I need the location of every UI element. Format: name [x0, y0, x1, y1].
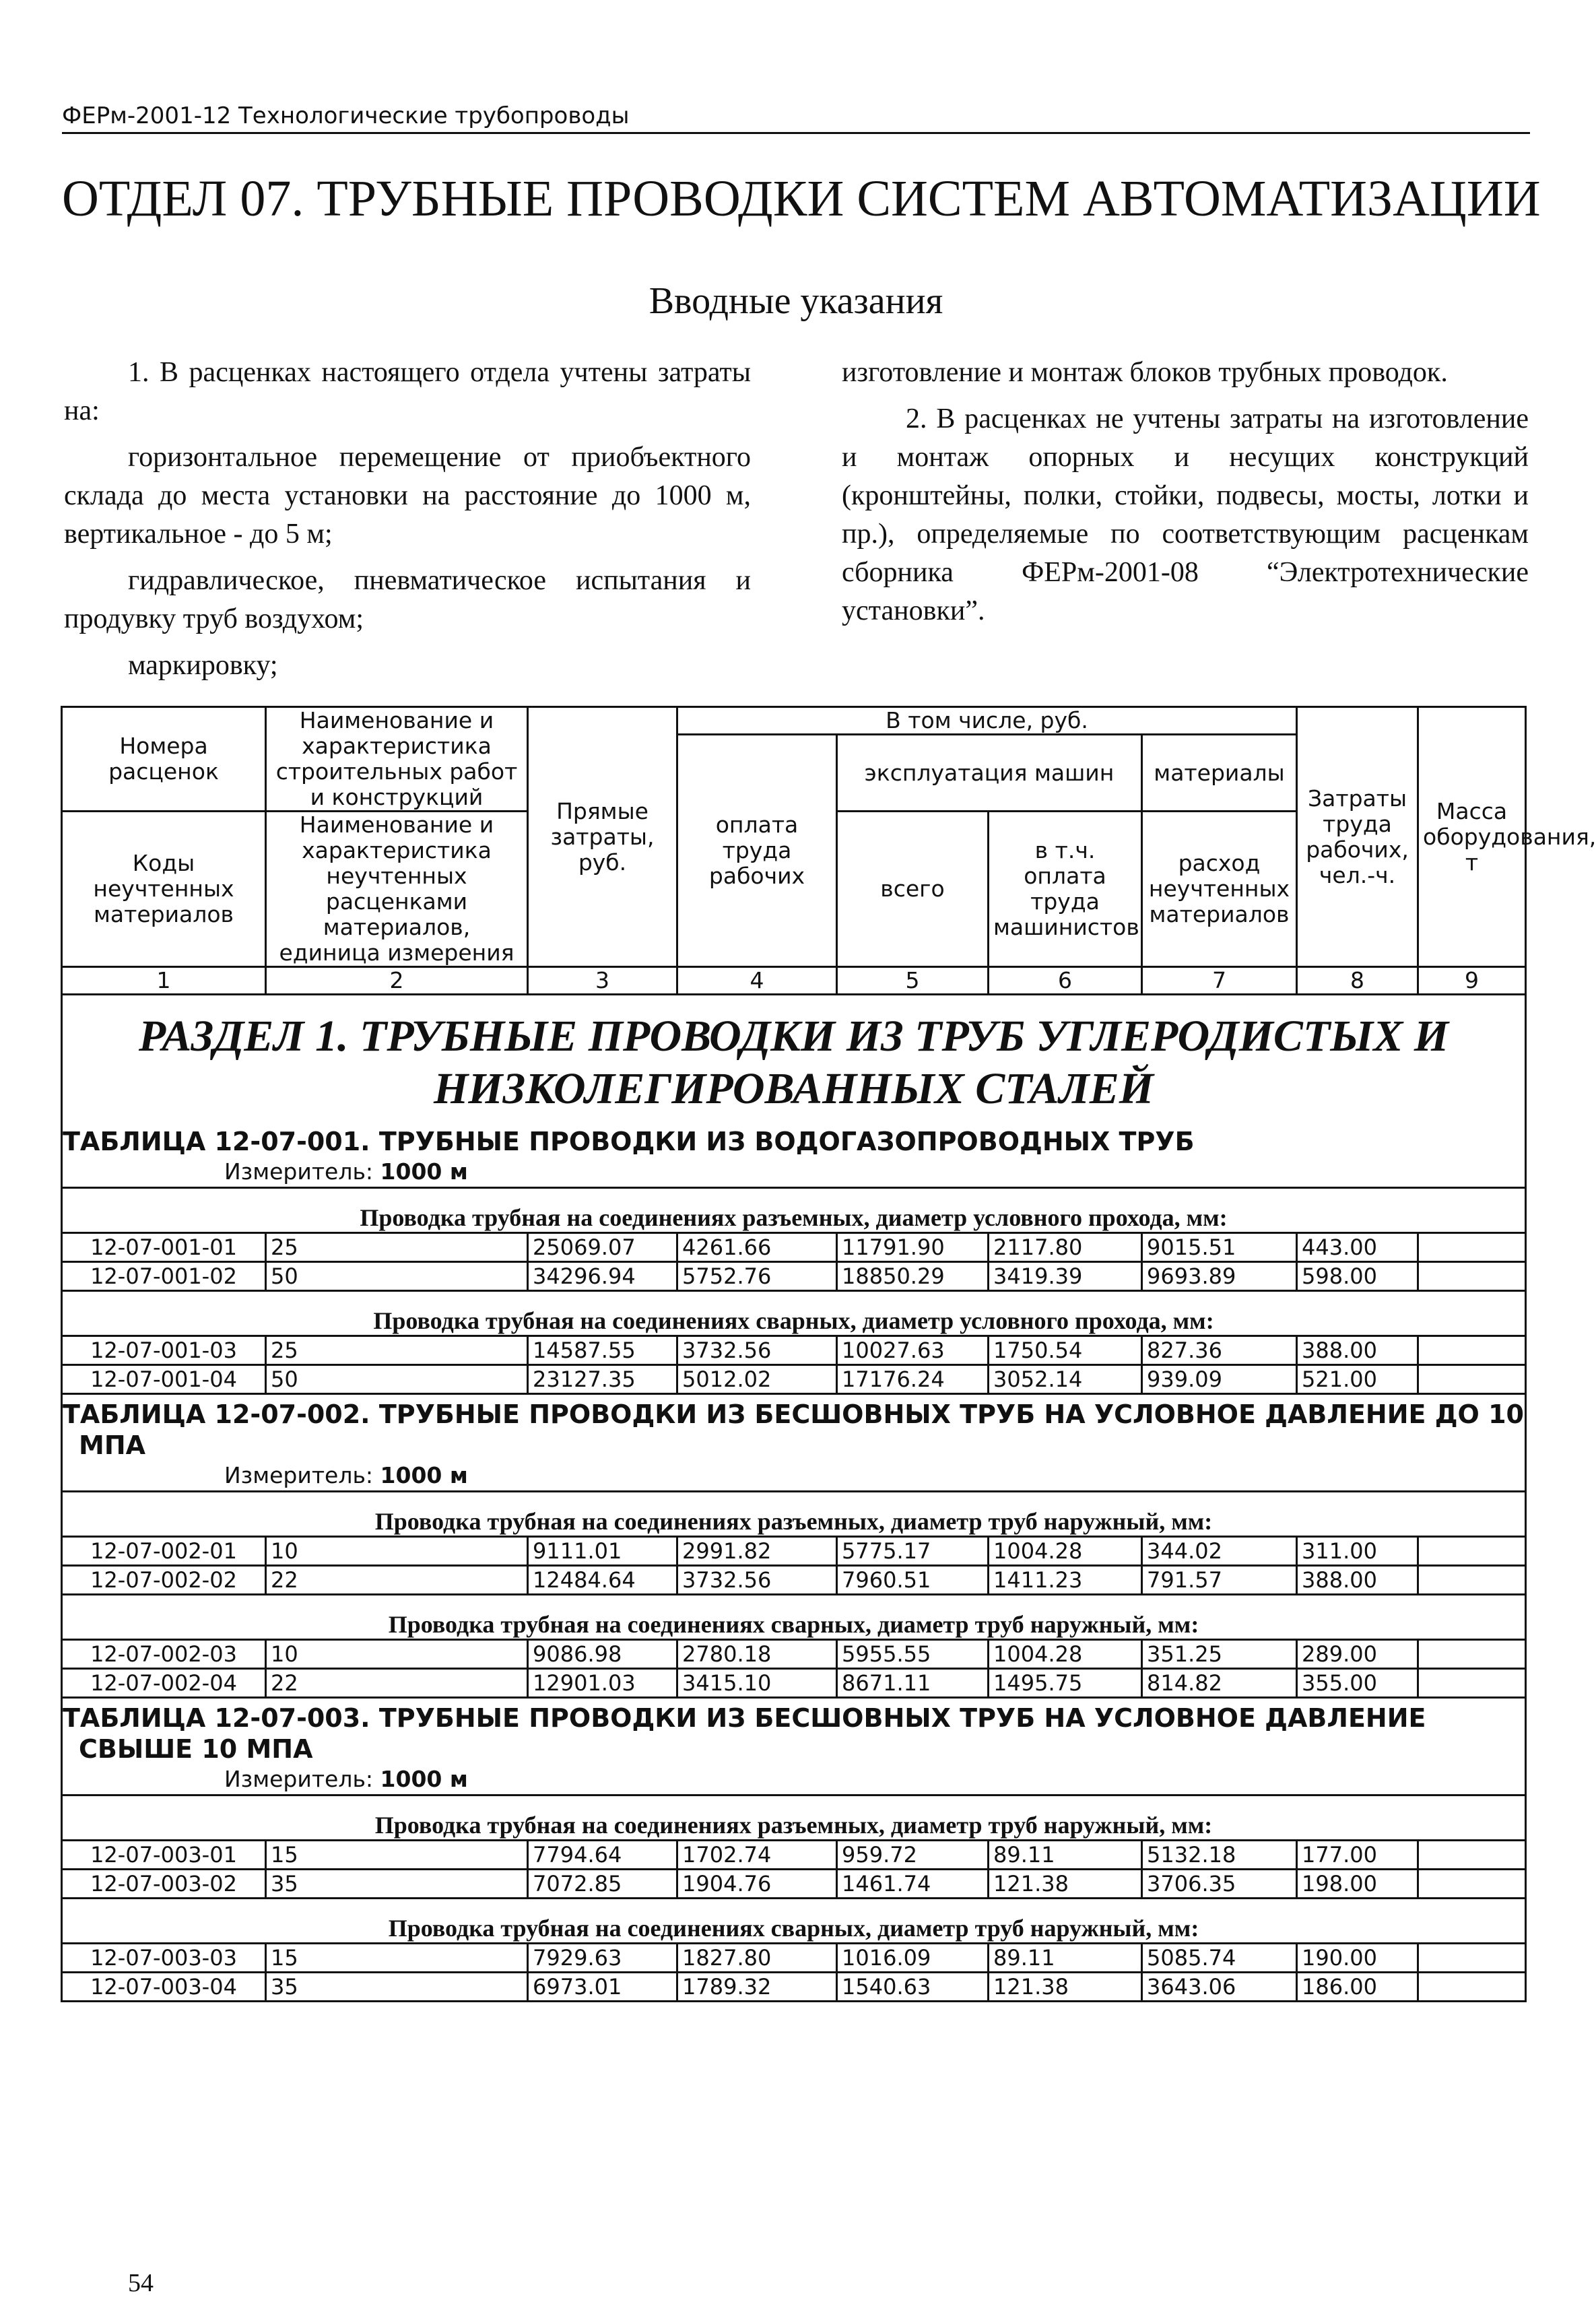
table-cell: 2991.82 — [677, 1537, 837, 1566]
measure-value: 1000 м — [380, 1158, 468, 1185]
column-number: 4 — [677, 967, 837, 995]
table-cell: 89.11 — [989, 1841, 1142, 1870]
table-cell: 5085.74 — [1142, 1944, 1297, 1973]
table-cell: 190.00 — [1297, 1944, 1418, 1973]
table-cell: 6973.01 — [528, 1973, 677, 2002]
table-cell — [1418, 1669, 1526, 1698]
table-cell: 1750.54 — [989, 1336, 1142, 1365]
rate-code: 12-07-003-04 — [62, 1973, 266, 2002]
rate-code: 12-07-003-02 — [62, 1870, 266, 1899]
table-cell: 198.00 — [1297, 1870, 1418, 1899]
table-row — [62, 1262, 1526, 1291]
department-title: ОТДЕЛ 07. ТРУБНЫЕ ПРОВОДКИ СИСТЕМ АВТОМАТИЗАЦИИ — [62, 170, 1541, 227]
table-title: ТАБЛИЦА 12-07-003. ТРУБНЫЕ ПРОВОДКИ ИЗ БЕСШОВНЫХ ТРУБ НА УСЛОВНОЕ ДАВЛЕНИЕ СВЫШЕ 10 МПА — [63, 1703, 1426, 1764]
header-name-materials: Наименование и характеристика неучтенных расценками материалов, единица измерения — [266, 812, 528, 967]
table-cell: 3643.06 — [1142, 1973, 1297, 2002]
intro-paragraph: маркировку; — [128, 650, 278, 681]
rates-table — [61, 706, 1596, 2002]
table-row — [62, 1365, 1526, 1394]
table-cell: 15 — [266, 1841, 528, 1870]
rate-code: 12-07-001-01 — [62, 1233, 266, 1262]
table-cell: 814.82 — [1142, 1669, 1297, 1698]
table-cell: 355.00 — [1297, 1669, 1418, 1698]
table-cell: 289.00 — [1297, 1640, 1418, 1669]
table-cell — [1418, 1841, 1526, 1870]
group-subtitle-row — [62, 1899, 1526, 1944]
header-mass: Масса оборудования, т — [1418, 707, 1526, 967]
table-title-cell — [62, 1698, 1526, 1796]
header-machines: эксплуатация машин — [837, 735, 1142, 812]
table-cell: 11791.90 — [837, 1233, 989, 1262]
table-title-row — [62, 1122, 1526, 1188]
table-cell: 12484.64 — [528, 1566, 677, 1595]
table-row — [62, 1870, 1526, 1899]
column-number: 5 — [837, 967, 989, 995]
column-number: 3 — [528, 967, 677, 995]
table-cell: 50 — [266, 1365, 528, 1394]
section-title: РАЗДЕЛ 1. ТРУБНЫЕ ПРОВОДКИ ИЗ ТРУБ УГЛЕРОДИСТЫХ И НИЗКОЛЕГИРОВАННЫХ СТАЛЕЙ — [138, 1012, 1449, 1113]
table-cell: 1702.74 — [677, 1841, 837, 1870]
measure — [63, 1461, 1525, 1490]
rate-code: 12-07-002-04 — [62, 1669, 266, 1698]
group-subtitle: Проводка трубная на соединениях сварных, диаметр условного прохода, мм: — [373, 1307, 1214, 1334]
table-cell: 50 — [266, 1262, 528, 1291]
column-number: 9 — [1418, 967, 1526, 995]
intro-heading: Вводные указания — [649, 280, 943, 322]
table-cell: 9693.89 — [1142, 1262, 1297, 1291]
table-cell: 9015.51 — [1142, 1233, 1297, 1262]
table-cell: 4261.66 — [677, 1233, 837, 1262]
table-cell: 1016.09 — [837, 1944, 989, 1973]
table-row — [62, 1566, 1526, 1595]
table-row — [62, 1537, 1526, 1566]
table-cell — [1418, 1640, 1526, 1669]
table-cell: 10027.63 — [837, 1336, 989, 1365]
table-cell: 22 — [266, 1566, 528, 1595]
measure-value: 1000 м — [380, 1462, 468, 1488]
rate-code: 12-07-003-01 — [62, 1841, 266, 1870]
group-subtitle: Проводка трубная на соединениях разъемных, диаметр труб наружный, мм: — [374, 1508, 1213, 1535]
column-number: 2 — [266, 967, 528, 995]
table-cell: 17176.24 — [837, 1365, 989, 1394]
section-title-cell — [62, 995, 1526, 1123]
table-cell: 35 — [266, 1870, 528, 1899]
header-wages: оплата труда рабочих — [677, 735, 837, 967]
table-cell: 121.38 — [989, 1870, 1142, 1899]
table-cell — [1418, 1566, 1526, 1595]
measure — [63, 1765, 1525, 1794]
table-cell: 2780.18 — [677, 1640, 837, 1669]
table-row — [62, 1944, 1526, 1973]
header-machines-total: всего — [837, 812, 989, 967]
table-cell: 9111.01 — [528, 1537, 677, 1566]
measure-value: 1000 м — [380, 1766, 468, 1792]
table-cell: 121.38 — [989, 1973, 1142, 2002]
table-cell: 9086.98 — [528, 1640, 677, 1669]
table-cell: 25069.07 — [528, 1233, 677, 1262]
group-subtitle-cell — [62, 1595, 1526, 1640]
table-header — [62, 707, 1596, 995]
table-cell: 22 — [266, 1669, 528, 1698]
table-cell: 89.11 — [989, 1944, 1142, 1973]
page-number: 54 — [128, 2269, 154, 2297]
table-cell — [1418, 1365, 1526, 1394]
intro-paragraph: 2. В расценках не учтены затраты на изготовление и монтаж опорных и несущих конструкций (кронштейны, полки, стойки, подвесы, мосты, лотки и пр.), определяемые по соответствующим расценкам сборника ФЕРм-2001-08 “Электротехнические установки”. — [842, 403, 1529, 626]
table-cell — [1418, 1336, 1526, 1365]
table-cell: 1904.76 — [677, 1870, 837, 1899]
table-cell: 15 — [266, 1944, 528, 1973]
rate-code: 12-07-001-02 — [62, 1262, 266, 1291]
group-subtitle-row — [62, 1492, 1526, 1537]
table-cell: 521.00 — [1297, 1365, 1418, 1394]
table-cell: 177.00 — [1297, 1841, 1418, 1870]
table-cell: 10 — [266, 1537, 528, 1566]
table-row — [62, 1973, 1526, 2002]
table-title-cell — [62, 1122, 1526, 1188]
group-subtitle-row — [62, 1188, 1526, 1233]
table-cell: 791.57 — [1142, 1566, 1297, 1595]
group-subtitle-row — [62, 1291, 1526, 1336]
table-cell: 443.00 — [1297, 1233, 1418, 1262]
table-cell: 5012.02 — [677, 1365, 837, 1394]
measure-label: Измеритель: — [224, 1158, 374, 1185]
table-row — [62, 1640, 1526, 1669]
group-subtitle-cell — [62, 1899, 1526, 1944]
rate-code: 12-07-002-01 — [62, 1537, 266, 1566]
table-cell: 5955.55 — [837, 1640, 989, 1669]
column-number: 6 — [989, 967, 1142, 995]
table-cell: 7929.63 — [528, 1944, 677, 1973]
header-codes: Номера расценок — [62, 707, 266, 812]
table-cell: 2117.80 — [989, 1233, 1142, 1262]
table-cell: 3415.10 — [677, 1669, 837, 1698]
table-cell: 351.25 — [1142, 1640, 1297, 1669]
intro-paragraph: изготовление и монтаж блоков трубных проводок. — [842, 357, 1448, 388]
rate-code: 12-07-001-03 — [62, 1336, 266, 1365]
header-materials: материалы — [1142, 735, 1297, 812]
table-cell: 12901.03 — [528, 1669, 677, 1698]
group-subtitle: Проводка трубная на соединениях разъемных, диаметр труб наружный, мм: — [374, 1812, 1213, 1839]
table-cell: 7960.51 — [837, 1566, 989, 1595]
table-cell: 1789.32 — [677, 1973, 837, 2002]
table-title: ТАБЛИЦА 12-07-001. ТРУБНЫЕ ПРОВОДКИ ИЗ ВОДОГАЗОПРОВОДНЫХ ТРУБ — [63, 1127, 1195, 1156]
intro-left-column — [64, 354, 751, 693]
table-cell — [1418, 1537, 1526, 1566]
table-cell: 18850.29 — [837, 1262, 989, 1291]
rate-code: 12-07-001-04 — [62, 1365, 266, 1394]
header-name-works: Наименование и характеристика строительных работ и конструкций — [266, 707, 528, 812]
table-cell — [1418, 1262, 1526, 1291]
group-subtitle-cell — [62, 1291, 1526, 1336]
table-title: ТАБЛИЦА 12-07-002. ТРУБНЫЕ ПРОВОДКИ ИЗ БЕСШОВНЫХ ТРУБ НА УСЛОВНОЕ ДАВЛЕНИЕ ДО 10 МПА — [63, 1399, 1524, 1460]
table-cell: 5752.76 — [677, 1262, 837, 1291]
table-cell: 1411.23 — [989, 1566, 1142, 1595]
table-cell — [1418, 1870, 1526, 1899]
group-subtitle: Проводка трубная на соединениях сварных, диаметр труб наружный, мм: — [388, 1915, 1199, 1942]
rate-code: 12-07-002-03 — [62, 1640, 266, 1669]
table-cell: 939.09 — [1142, 1365, 1297, 1394]
intro-right-column — [842, 354, 1529, 638]
table-cell: 35 — [266, 1973, 528, 2002]
table-cell: 10 — [266, 1640, 528, 1669]
table-cell: 3419.39 — [989, 1262, 1142, 1291]
table-cell: 5775.17 — [837, 1537, 989, 1566]
table-cell: 7794.64 — [528, 1841, 677, 1870]
header-machinists: в т.ч. оплата труда машинистов — [989, 812, 1142, 967]
table-cell: 1827.80 — [677, 1944, 837, 1973]
table-title-row — [62, 1698, 1526, 1796]
table-row — [62, 1669, 1526, 1698]
table-row — [62, 1336, 1526, 1365]
measure — [63, 1157, 1525, 1187]
table-body — [62, 995, 1526, 2002]
column-number: 7 — [1142, 967, 1297, 995]
intro-paragraph: гидравлическое, пневматическое испытания и продувку труб воздухом; — [64, 565, 751, 634]
table-cell — [1418, 1233, 1526, 1262]
table-cell: 959.72 — [837, 1841, 989, 1870]
table-cell: 3732.56 — [677, 1336, 837, 1365]
table-cell: 7072.85 — [528, 1870, 677, 1899]
table-row — [62, 1841, 1526, 1870]
table-cell: 1461.74 — [837, 1870, 989, 1899]
table-cell: 311.00 — [1297, 1537, 1418, 1566]
table-title-row — [62, 1394, 1526, 1492]
header-labor: Затраты труда рабочих, чел.-ч. — [1297, 707, 1418, 967]
group-subtitle-row — [62, 1796, 1526, 1841]
table-cell: 25 — [266, 1233, 528, 1262]
table-cell: 388.00 — [1297, 1336, 1418, 1365]
table-title-cell — [62, 1394, 1526, 1492]
group-subtitle-row — [62, 1595, 1526, 1640]
group-subtitle-cell — [62, 1796, 1526, 1841]
intro-paragraph: горизонтальное перемещение от приобъектного склада до места установки на расстояние до 1000 м, вертикальное - до 5 м; — [64, 442, 751, 550]
measure-label: Измеритель: — [224, 1462, 374, 1488]
group-subtitle-cell — [62, 1188, 1526, 1233]
table-cell: 1004.28 — [989, 1640, 1142, 1669]
table-cell: 1004.28 — [989, 1537, 1142, 1566]
table-cell — [1418, 1944, 1526, 1973]
group-subtitle: Проводка трубная на соединениях разъемных, диаметр условного прохода, мм: — [360, 1204, 1228, 1231]
table-cell: 23127.35 — [528, 1365, 677, 1394]
rate-code: 12-07-003-03 — [62, 1944, 266, 1973]
column-number: 1 — [62, 967, 266, 995]
table-cell: 3732.56 — [677, 1566, 837, 1595]
table-cell: 3052.14 — [989, 1365, 1142, 1394]
measure-label: Измеритель: — [224, 1766, 374, 1792]
table-cell: 1495.75 — [989, 1669, 1142, 1698]
running-head: ФЕРм-2001-12 Технологические трубопроводы — [62, 101, 1530, 134]
table-cell — [1418, 1973, 1526, 2002]
table-cell: 1540.63 — [837, 1973, 989, 2002]
table-cell: 3706.35 — [1142, 1870, 1297, 1899]
table-cell: 5132.18 — [1142, 1841, 1297, 1870]
column-number: 8 — [1297, 967, 1418, 995]
table-cell: 344.02 — [1142, 1537, 1297, 1566]
table-row — [62, 1233, 1526, 1262]
header-direct-costs: Прямые затраты, руб. — [528, 707, 677, 967]
header-materials-unaccounted: расход неучтенных материалов — [1142, 812, 1297, 967]
table-cell: 388.00 — [1297, 1566, 1418, 1595]
table-cell: 34296.94 — [528, 1262, 677, 1291]
group-subtitle-cell — [62, 1492, 1526, 1537]
table-cell: 25 — [266, 1336, 528, 1365]
intro-paragraph: 1. В расценках настоящего отдела учтены затраты на: — [64, 357, 751, 426]
header-codes-unaccounted: Коды неучтенных материалов — [62, 812, 266, 967]
header-including: В том числе, руб. — [677, 707, 1297, 735]
table-cell: 8671.11 — [837, 1669, 989, 1698]
table-cell: 598.00 — [1297, 1262, 1418, 1291]
rate-code: 12-07-002-02 — [62, 1566, 266, 1595]
group-subtitle: Проводка трубная на соединениях сварных, диаметр труб наружный, мм: — [388, 1611, 1199, 1638]
table-cell: 14587.55 — [528, 1336, 677, 1365]
table-cell: 827.36 — [1142, 1336, 1297, 1365]
table-cell: 186.00 — [1297, 1973, 1418, 2002]
